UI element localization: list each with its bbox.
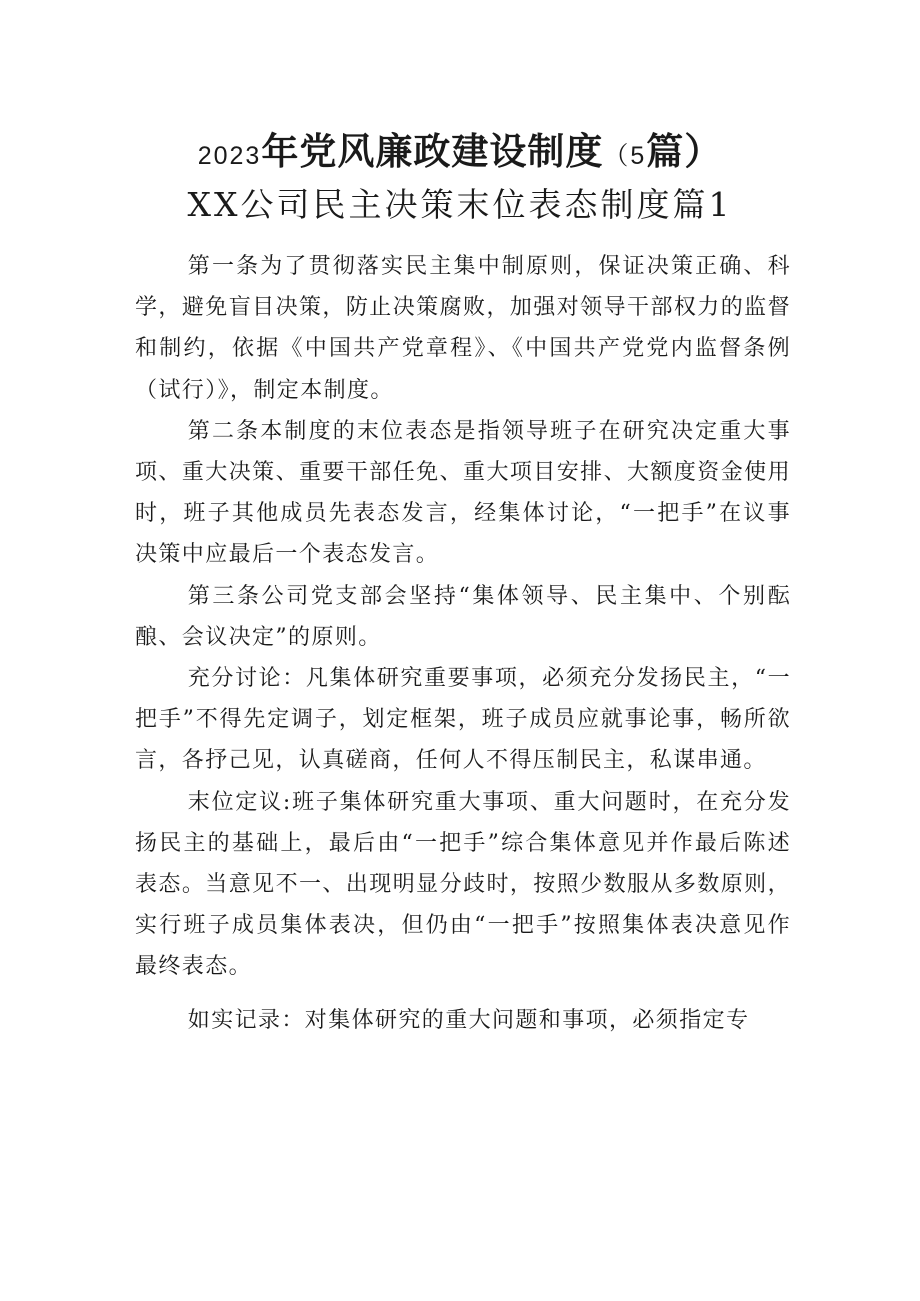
paragraph-last-decision: 末位定议:班子集体研究重大事项、重大问题时，在充分发扬民主的基础上，最后由“一把手”综合集体意见并作最后陈述表态。当意见不一、出现明显分歧时，按照少数服从多数原则，实行班子成员集体表决，但仍由“一把手”按照集体表决意见作最终表态。 xyxy=(135,789,791,980)
title-year: 2023 xyxy=(197,142,262,170)
document-body xyxy=(135,246,791,1041)
title-suffix: 篇） xyxy=(646,130,723,173)
paragraph-article-1: 第一条为了贯彻落实民主集中制原则，保证决策正确、科学，避免盲目决策，防止决策腐败，加强对领导干部权力的监督和制约，依据《中国共产党章程》、《中国共产党党内监督条例（试行）》，制定本制度。 xyxy=(135,254,791,403)
title-paren-open: （ xyxy=(603,142,631,170)
title-main: 年党风廉政建设制度 xyxy=(261,130,604,173)
paragraph-article-2: 第二条本制度的末位表态是指领导班子在研究决定重大事项、重大决策、重要干部任免、重大项目安排、大额度资金使用时，班子其他成员先表态发言，经集体讨论，“一把手”在议事决策中应最后一个表态发言。 xyxy=(135,418,791,568)
document-title xyxy=(0,128,920,180)
document-subtitle: XX公司民主决策末位表态制度篇1 xyxy=(187,185,733,224)
paragraph-full-discussion: 充分讨论：凡集体研究重要事项，必须充分发扬民主，“一把手”不得先定调子，划定框架，班子成员应就事论事，畅所欲言，各抒己见，认真磋商，任何人不得压制民主，私谋串通。 xyxy=(135,666,791,774)
title-count: 5 xyxy=(630,142,647,170)
paragraph-record: 如实记录：对集体研究的重大问题和事项，必须指定专 xyxy=(187,1007,750,1033)
paragraph-article-3: 第三条公司党支部会坚持“集体领导、民主集中、个别酝酿、会议决定”的原则。 xyxy=(135,583,791,650)
